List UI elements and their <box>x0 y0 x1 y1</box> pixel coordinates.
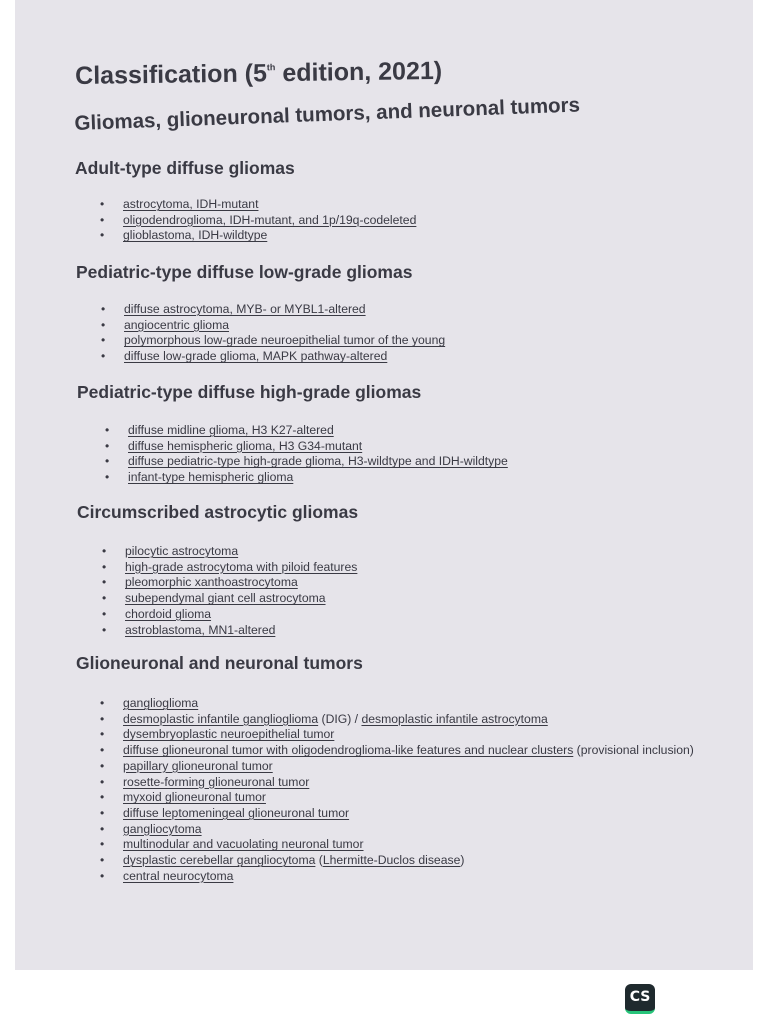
list-item: • diffuse hemispheric glioma, H3 G34-mutant <box>105 438 363 453</box>
list-item: • subependymal giant cell astrocytoma <box>102 591 326 606</box>
list-item: • multinodular and vacuolating neuronal tumor <box>100 837 364 852</box>
item-list <box>105 423 753 486</box>
item-list <box>102 544 753 638</box>
section-heading: Glioneuronal and neuronal tumors <box>76 653 363 673</box>
list-item: • astroblastoma, MN1-altered <box>102 622 276 637</box>
list-item: • pleomorphic xanthoastrocytoma <box>102 575 298 590</box>
camscanner-logo-icon: CS <box>625 984 655 1014</box>
list-item: • polymorphous low-grade neuroepithelial tumor of the young <box>101 333 446 348</box>
list-item: • high-grade astrocytoma with piloid features <box>102 559 358 574</box>
list-item: • oligodendroglioma, IDH-mutant, and 1p/19q-codeleted <box>100 212 417 227</box>
item-list <box>100 696 753 884</box>
document-page <box>15 0 753 970</box>
list-item: • infant-type hemispheric glioma <box>105 470 294 485</box>
section-glioneuronal-neuronal <box>15 653 753 884</box>
list-item: • dysplastic cerebellar gangliocytoma (Lhermitte-Duclos disease) <box>100 853 465 868</box>
section-heading: Circumscribed astrocytic gliomas <box>77 502 359 522</box>
document-title: Classification (5th edition, 2021) <box>75 56 443 90</box>
list-item: • diffuse glioneuronal tumor with oligodendroglioma-like features and nuclear clusters (provisional inclusion) <box>100 743 694 758</box>
list-item: • myxoid glioneuronal tumor <box>100 790 266 805</box>
item-list <box>100 197 753 244</box>
list-item: • ganglioglioma <box>100 696 199 710</box>
list-item: • chordoid glioma <box>102 606 212 621</box>
section-pediatric-high-grade <box>15 382 753 486</box>
section-heading: Adult-type diffuse gliomas <box>75 158 295 178</box>
document-subtitle: Gliomas, glioneuronal tumors, and neuronal tumors <box>74 93 581 136</box>
list-item: • diffuse leptomeningeal glioneuronal tumor <box>100 805 350 820</box>
list-item: • pilocytic astrocytoma <box>102 544 239 558</box>
list-item: • central neurocytoma <box>100 868 234 883</box>
section-pediatric-low-grade <box>15 262 753 365</box>
section-heading: Pediatric-type diffuse high-grade gliomas <box>77 382 422 402</box>
list-item: • dysembryoplastic neuroepithelial tumor <box>100 727 335 742</box>
list-item: • desmoplastic infantile ganglioglioma (DIG) / desmoplastic infantile astrocytoma <box>100 711 548 726</box>
section-adult-type <box>15 158 753 244</box>
list-item: • papillary glioneuronal tumor <box>100 758 273 773</box>
list-item: • angiocentric glioma <box>101 317 230 332</box>
list-item: • diffuse low-grade glioma, MAPK pathway-altered <box>101 349 388 364</box>
section-heading: Pediatric-type diffuse low-grade gliomas <box>76 262 413 282</box>
list-item: • diffuse astrocytoma, MYB- or MYBL1-altered <box>101 302 366 316</box>
list-item: • diffuse midline glioma, H3 K27-altered <box>105 423 334 437</box>
list-item: • gangliocytoma <box>100 821 202 836</box>
section-circumscribed-astrocytic <box>15 502 753 638</box>
list-item: • diffuse pediatric-type high-grade glioma, H3-wildtype and IDH-wildtype <box>105 454 508 469</box>
list-item: • rosette-forming glioneuronal tumor <box>100 774 310 789</box>
list-item: • glioblastoma, IDH-wildtype <box>100 228 268 243</box>
list-item: • astrocytoma, IDH-mutant <box>100 197 259 211</box>
item-list <box>101 302 753 365</box>
